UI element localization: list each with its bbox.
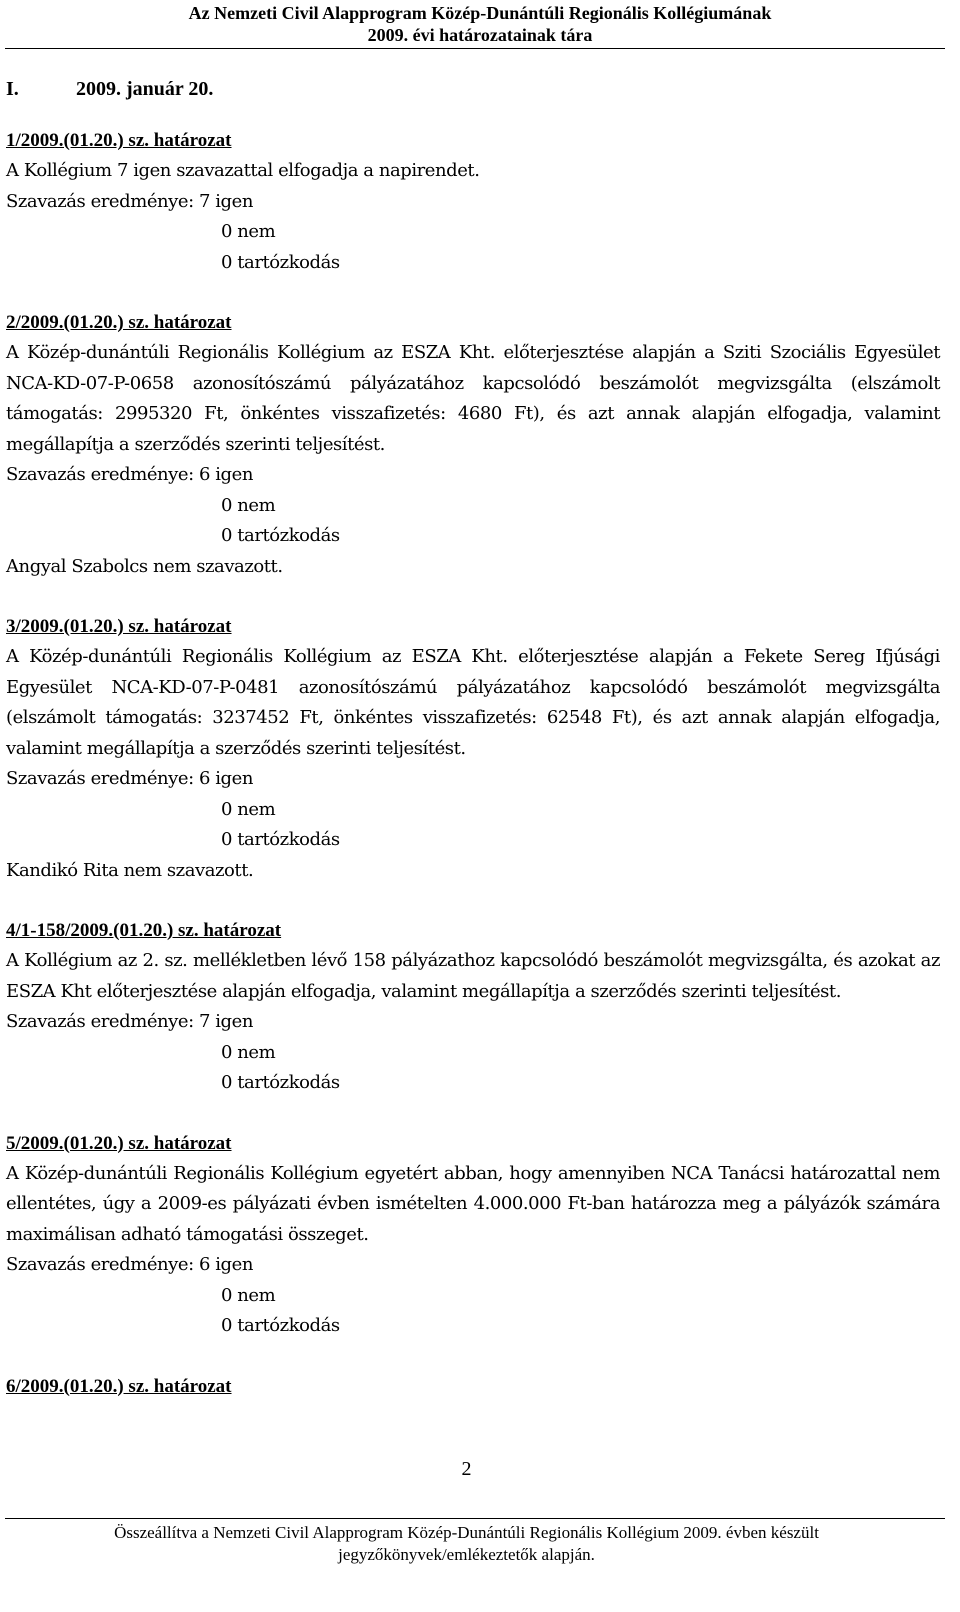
resolution-title: 3/2009.(01.20.) sz. határozat xyxy=(6,616,232,637)
vote-note: Angyal Szabolcs nem szavazott. xyxy=(6,555,283,577)
vote-no: 0 nem xyxy=(221,221,276,242)
vote-yes: Szavazás eredménye: 7 igen xyxy=(6,1011,253,1032)
vote-no: 0 nem xyxy=(221,798,276,820)
resolution-title: 5/2009.(01.20.) sz. határozat xyxy=(6,1132,232,1154)
vote-abstain: 0 tartózkodás xyxy=(221,1315,340,1336)
vote-no: 0 nem xyxy=(221,1284,276,1306)
header-divider xyxy=(5,48,945,49)
resolution-block xyxy=(6,1129,940,1342)
footer-divider xyxy=(5,1518,945,1519)
vote-abstain: 0 tartózkodás xyxy=(221,251,340,273)
section-number: I. xyxy=(6,78,19,100)
resolution-title: 2/2009.(01.20.) sz. határozat xyxy=(6,312,232,333)
page-footer xyxy=(0,1522,933,1566)
vote-abstain: 0 tartózkodás xyxy=(221,1072,340,1093)
resolution-text: A Közép-dunántúli Regionális Kollégium egyetért abban, hogy amennyiben NCA Tanácsi határozattal nem ellentétes, úgy a 2009-es pályázati évben ismételten 4.000.000 Ft-ban határozza meg a pályázók számára maximálisan adható támogatási összeget. xyxy=(6,1162,940,1245)
resolution-block xyxy=(6,916,940,1099)
header-line-2: 2009. évi határozatainak tára xyxy=(367,25,593,45)
resolution-text: A Kollégium 7 igen szavazattal elfogadja a napirendet. xyxy=(6,160,480,181)
vote-yes: Szavazás eredménye: 6 igen xyxy=(6,1254,253,1275)
vote-no: 0 nem xyxy=(221,494,276,516)
vote-result xyxy=(6,1250,940,1342)
resolution-block xyxy=(6,308,940,582)
page-header xyxy=(0,2,960,46)
vote-abstain: 0 tartózkodás xyxy=(221,829,340,850)
vote-yes: Szavazás eredménye: 6 igen xyxy=(6,464,253,485)
header-line-1: Az Nemzeti Civil Alapprogram Közép-Dunántúli Regionális Kollégiumának xyxy=(188,3,772,23)
resolution-text: A Kollégium az 2. sz. mellékletben lévő 158 pályázathoz kapcsolódó beszámolót megvizsgálta, és azokat az ESZA Kht előterjesztése alapján elfogadja, valamint megállapítja a szerződés szerinti teljesítést. xyxy=(6,950,940,1002)
vote-yes: Szavazás eredménye: 6 igen xyxy=(6,768,253,789)
resolution-title: 6/2009.(01.20.) sz. határozat xyxy=(6,1375,232,1397)
section-date: 2009. január 20. xyxy=(76,78,214,100)
vote-yes: Szavazás eredménye: 7 igen xyxy=(6,190,253,212)
vote-no: 0 nem xyxy=(221,1041,276,1063)
resolution-block xyxy=(6,126,940,278)
section-heading xyxy=(6,74,940,104)
vote-result xyxy=(6,460,940,582)
vote-result xyxy=(6,187,940,279)
resolution-title: 1/2009.(01.20.) sz. határozat xyxy=(6,130,232,151)
vote-note: Kandikó Rita nem szavazott. xyxy=(6,859,254,881)
footer-line-2: jegyzőkönyvek/emlékeztetők alapján. xyxy=(338,1545,595,1564)
resolution-text: A Közép-dunántúli Regionális Kollégium az ESZA Kht. előterjesztése alapján a Fekete Sereg Ifjúsági Egyesület NCA-KD-07-P-0481 azonosítószámú pályázatához kapcsolódó beszámolót megvizsgálta (elszámolt támogatás: 3237452 Ft, önkéntes visszafizetés: 62548 Ft), és azt annak alapján elfogadja, valamint megállapítja a szerződés szerinti teljesítést. xyxy=(6,646,940,759)
document-body xyxy=(6,74,940,1402)
vote-abstain: 0 tartózkodás xyxy=(221,525,340,546)
vote-result xyxy=(6,1007,940,1099)
page-number: 2 xyxy=(461,1458,472,1480)
resolution-text: A Közép-dunántúli Regionális Kollégium az ESZA Kht. előterjesztése alapján a Sziti Szociális Egyesület NCA-KD-07-P-0658 azonosítószámú pályázatához kapcsolódó beszámolót megvizsgálta (elszámolt támogatás: 2995320 Ft, önkéntes visszafizetés: 4680 Ft), és azt annak alapján elfogadja, valamint megállapítja a szerződés szerinti teljesítést. xyxy=(6,342,940,455)
resolution-title: 4/1-158/2009.(01.20.) sz. határozat xyxy=(6,920,282,941)
resolution-block xyxy=(6,612,940,886)
footer-line-1: Összeállítva a Nemzeti Civil Alapprogram Közép-Dunántúli Regionális Kollégium 2009. évben készült xyxy=(114,1523,819,1542)
vote-result xyxy=(6,764,940,886)
